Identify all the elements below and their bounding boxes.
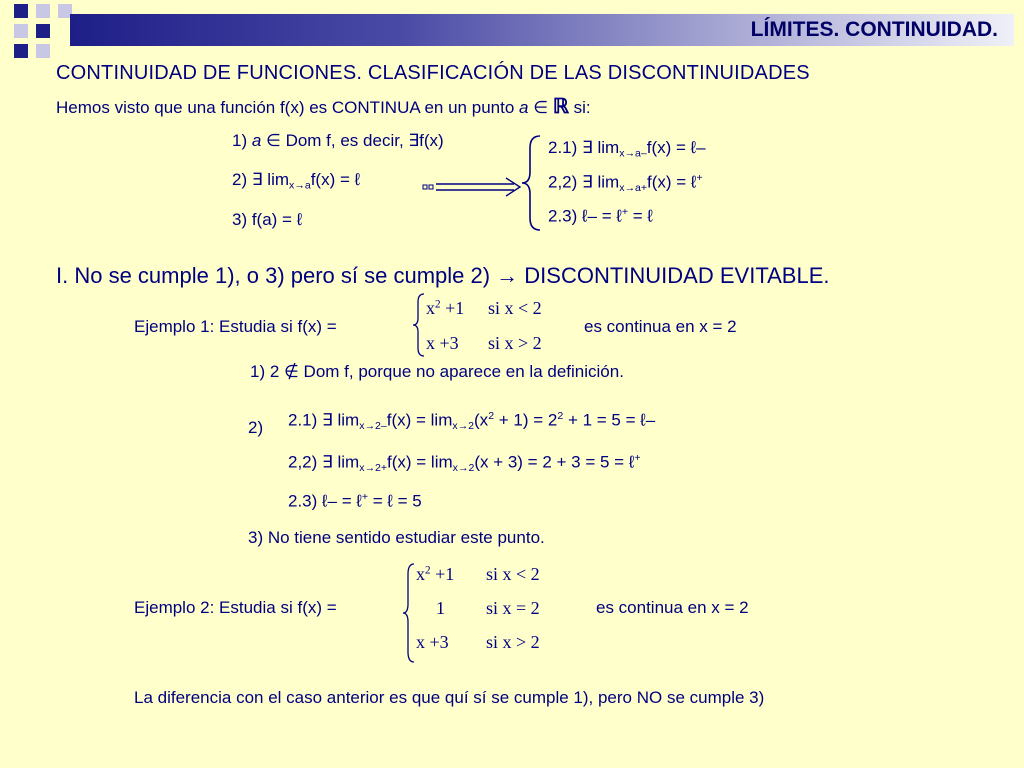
example1-piece-2 <box>426 333 459 354</box>
example1-lead: Ejemplo 1: Estudia si f(x) = <box>134 317 337 336</box>
deco-square <box>14 4 28 18</box>
text-segment: si: <box>568 98 591 117</box>
text-segment: x→a <box>289 179 311 192</box>
text-segment: x→2– <box>359 420 387 432</box>
text-segment: ∈ <box>528 98 553 117</box>
example2-cond-1: si x < 2 <box>486 564 540 584</box>
text-segment: a <box>519 98 529 117</box>
text-segment: +1 <box>430 564 455 584</box>
text-segment: 1) <box>232 131 252 150</box>
text-segment: = ℓ = 5 <box>368 491 422 511</box>
text-segment: +1 <box>440 298 465 318</box>
text-segment: + <box>634 452 641 464</box>
piecewise-brace-icon <box>412 292 426 358</box>
text-segment: 2.3) ℓ– = ℓ <box>548 206 622 226</box>
section-title: CONTINUIDAD DE FUNCIONES. CLASIFICACIÓN DE LAS DISCONTINUIDADES <box>56 62 810 84</box>
text-segment: + 1) = 2 <box>494 410 558 430</box>
example1-step2-2 <box>288 452 640 474</box>
text-segment: 2,2) ∃ lim <box>548 172 620 192</box>
text-segment: x→2 <box>452 420 475 432</box>
text-segment: f(x) = ℓ <box>310 170 361 189</box>
text-segment: + 1 = 5 = ℓ– <box>563 410 656 430</box>
text-segment: x→a+ <box>619 182 648 194</box>
condition-2 <box>232 170 360 192</box>
condition-3 <box>232 210 302 230</box>
example1-cond-1: si x < 2 <box>488 298 542 318</box>
footer-note: La diferencia con el caso anterior es que quí sí se cumple 1), pero NO se cumple 3) <box>134 688 765 707</box>
text-segment: 2.1) ∃ lim <box>288 410 360 430</box>
text-segment: 3) f(a) = ℓ <box>232 210 303 229</box>
example2-cond-2: si x = 2 <box>486 598 540 618</box>
text-segment: + <box>696 172 703 184</box>
subcondition-2-2 <box>548 172 703 194</box>
example1-step2-1 <box>288 410 655 432</box>
header-title: LÍMITES. CONTINUIDAD. <box>750 18 998 41</box>
subcondition-2-1 <box>548 138 706 160</box>
example1-cond-2: si x > 2 <box>488 333 542 353</box>
deco-square <box>36 24 50 38</box>
example2-piece-2 <box>436 598 445 619</box>
text-segment: 2 <box>488 410 495 422</box>
curly-brace-icon <box>520 134 544 232</box>
condition-1 <box>232 131 444 151</box>
example2-piece-1 <box>416 564 454 585</box>
example2-piece-3 <box>416 632 449 653</box>
text-segment: + <box>361 491 368 503</box>
header-bar <box>70 14 1014 46</box>
text-segment: 2) ∃ lim <box>232 170 290 189</box>
example1-piece-1 <box>426 298 464 319</box>
text-segment: = ℓ <box>628 206 653 226</box>
text-segment: 1 <box>436 598 445 618</box>
text-segment: f(x) = lim <box>386 410 453 430</box>
text-segment: x→2+ <box>359 462 388 474</box>
example1-step2-3 <box>288 491 422 511</box>
text-segment: x +3 <box>416 632 449 652</box>
example1-tail: es continua en x = 2 <box>584 317 737 336</box>
example1-step1: 1) 2 ∉ Dom f, porque no aparece en la definición. <box>250 362 624 381</box>
text-segment: (x <box>474 410 489 430</box>
example2-lead: Ejemplo 2: Estudia si f(x) = <box>134 598 337 617</box>
text-segment: a <box>251 131 262 150</box>
deco-square <box>14 44 28 58</box>
example1-step2-label: 2) <box>248 418 264 437</box>
text-segment: f(x) = ℓ <box>647 172 697 192</box>
text-segment: x <box>416 564 425 584</box>
example2-cond-3: si x > 2 <box>486 632 540 652</box>
text-segment: x +3 <box>426 333 459 353</box>
subcondition-2-3 <box>548 206 653 226</box>
text-segment: f(x) = lim <box>387 452 453 472</box>
example1-step3: 3) No tiene sentido estudiar este punto. <box>248 528 545 547</box>
text-segment: f(x) = ℓ– <box>646 138 706 157</box>
deco-square <box>36 44 50 58</box>
text-segment: (x + 3) = 2 + 3 = 5 = ℓ <box>474 452 635 472</box>
text-segment: Hemos visto que una función f(x) es CONTINUA en un punto <box>56 98 520 117</box>
text-segment: + <box>621 206 628 218</box>
intro-text <box>56 94 591 119</box>
text-segment: 2,2) ∃ lim <box>288 452 360 472</box>
example2-tail: es continua en x = 2 <box>596 598 749 617</box>
heading-discontinuidad-evitable: I. No se cumple 1), o 3) pero sí se cumple 2) → DISCONTINUIDAD EVITABLE. <box>56 263 830 288</box>
text-segment: 2.1) ∃ lim <box>548 138 620 157</box>
text-segment: ∈ Dom f, es decir, ∃f(x) <box>261 131 444 150</box>
piecewise-brace-icon <box>402 562 416 664</box>
text-segment: 2 <box>557 410 564 422</box>
text-segment: 2 <box>425 564 431 577</box>
text-segment: ℝ <box>552 96 569 118</box>
text-segment: x→2 <box>452 462 475 474</box>
text-segment: 2 <box>435 298 441 311</box>
deco-square <box>36 4 50 18</box>
deco-square <box>14 24 28 38</box>
text-segment: x <box>426 298 435 318</box>
text-segment: x→a– <box>619 147 647 160</box>
text-segment: 2.3) ℓ– = ℓ <box>288 491 362 511</box>
